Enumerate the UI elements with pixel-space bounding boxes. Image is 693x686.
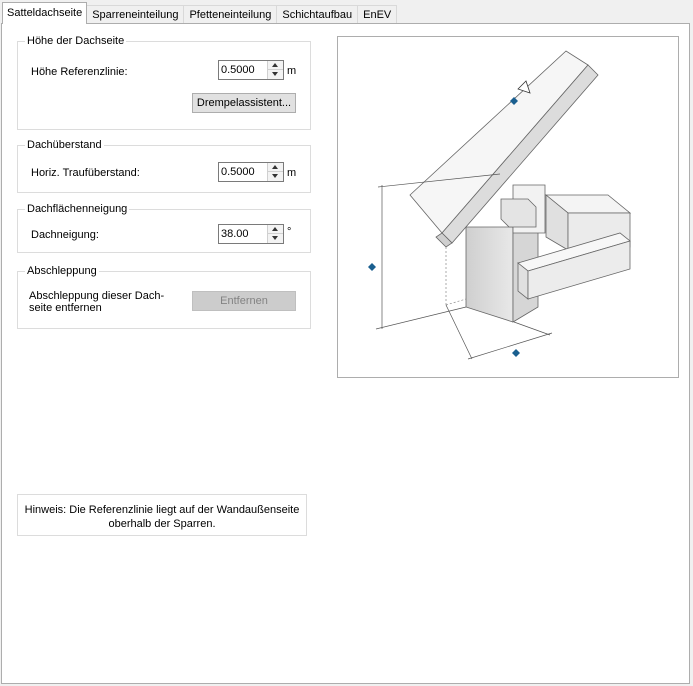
overhang-handle-icon[interactable] (512, 349, 520, 357)
pitch-unit: ° (287, 226, 292, 238)
pitch-stepper[interactable] (218, 224, 284, 244)
spin-up-button[interactable] (268, 61, 283, 70)
arrow-down-icon (272, 174, 278, 178)
arrow-up-icon (272, 165, 278, 169)
group-hoehe (17, 35, 311, 130)
arrow-down-icon (272, 72, 278, 76)
overhang-spin-buttons (267, 163, 283, 181)
plumb-line-foot (446, 299, 466, 305)
hint-box (17, 494, 307, 536)
drempel-assistant-button[interactable]: Drempelassistent... (192, 93, 296, 113)
spin-down-button[interactable] (268, 234, 283, 243)
spin-up-button[interactable] (268, 225, 283, 234)
spin-down-button[interactable] (268, 70, 283, 79)
tab-satteldachseite[interactable]: Satteldachseite (2, 2, 87, 24)
wall-front (466, 227, 513, 322)
ref-line-stepper[interactable] (218, 60, 284, 80)
ref-line-spin-buttons (267, 61, 283, 79)
group-neigung (17, 203, 311, 253)
remove-drag-label-line1: Abschleppung dieser Dach- (29, 290, 165, 302)
overhang-dim-line (468, 333, 552, 359)
arrow-up-icon (272, 227, 278, 231)
group-dachueberstand-title: Dachüberstand (27, 139, 102, 151)
tab-enev[interactable]: EnEV (357, 5, 397, 24)
group-hoehe-title: Höhe der Dachseite (27, 35, 125, 47)
overhang-stepper[interactable] (218, 162, 284, 182)
spin-down-button[interactable] (268, 172, 283, 181)
overhang-dim-right (514, 322, 550, 335)
pitch-input[interactable] (219, 225, 266, 243)
roof-preview (337, 36, 679, 378)
hint-line2: oberhalb der Sparren. (108, 518, 216, 530)
tab-schichtaufbau[interactable]: Schichtaufbau (276, 5, 358, 24)
pitch-spin-buttons (267, 225, 283, 243)
arrow-down-icon (272, 236, 278, 240)
group-dachueberstand (17, 139, 311, 193)
group-abschleppung-title: Abschleppung (27, 265, 97, 277)
group-abschleppung (17, 265, 311, 329)
roof-illustration (338, 37, 678, 377)
hint-line1: Hinweis: Die Referenzlinie liegt auf der Wandaußenseite (24, 504, 300, 516)
remove-button[interactable]: Entfernen (192, 291, 296, 311)
height-handle-icon[interactable] (368, 263, 376, 271)
ref-line-input[interactable] (219, 61, 266, 79)
tab-strip (2, 2, 396, 24)
overhang-unit: m (287, 167, 297, 179)
overhang-label: Horiz. Traufüberstand: (31, 167, 140, 179)
pitch-label: Dachneigung: (31, 229, 99, 241)
tab-sparreneinteilung[interactable]: Sparreneinteilung (86, 5, 184, 24)
overhang-input[interactable] (219, 163, 266, 181)
slope-arrow-icon (518, 81, 530, 93)
ref-line-unit: m (287, 65, 297, 77)
group-neigung-title: Dachflächenneigung (27, 203, 128, 215)
ref-line-label: Höhe Referenzlinie: (31, 66, 128, 78)
spin-up-button[interactable] (268, 163, 283, 172)
tab-panel (1, 23, 690, 684)
remove-drag-label-line2: seite entfernen (29, 302, 102, 314)
overhang-dim-left (446, 305, 472, 359)
arrow-up-icon (272, 63, 278, 67)
tab-pfetteneinteilung[interactable]: Pfetteneinteilung (183, 5, 277, 24)
purlin (501, 199, 536, 227)
